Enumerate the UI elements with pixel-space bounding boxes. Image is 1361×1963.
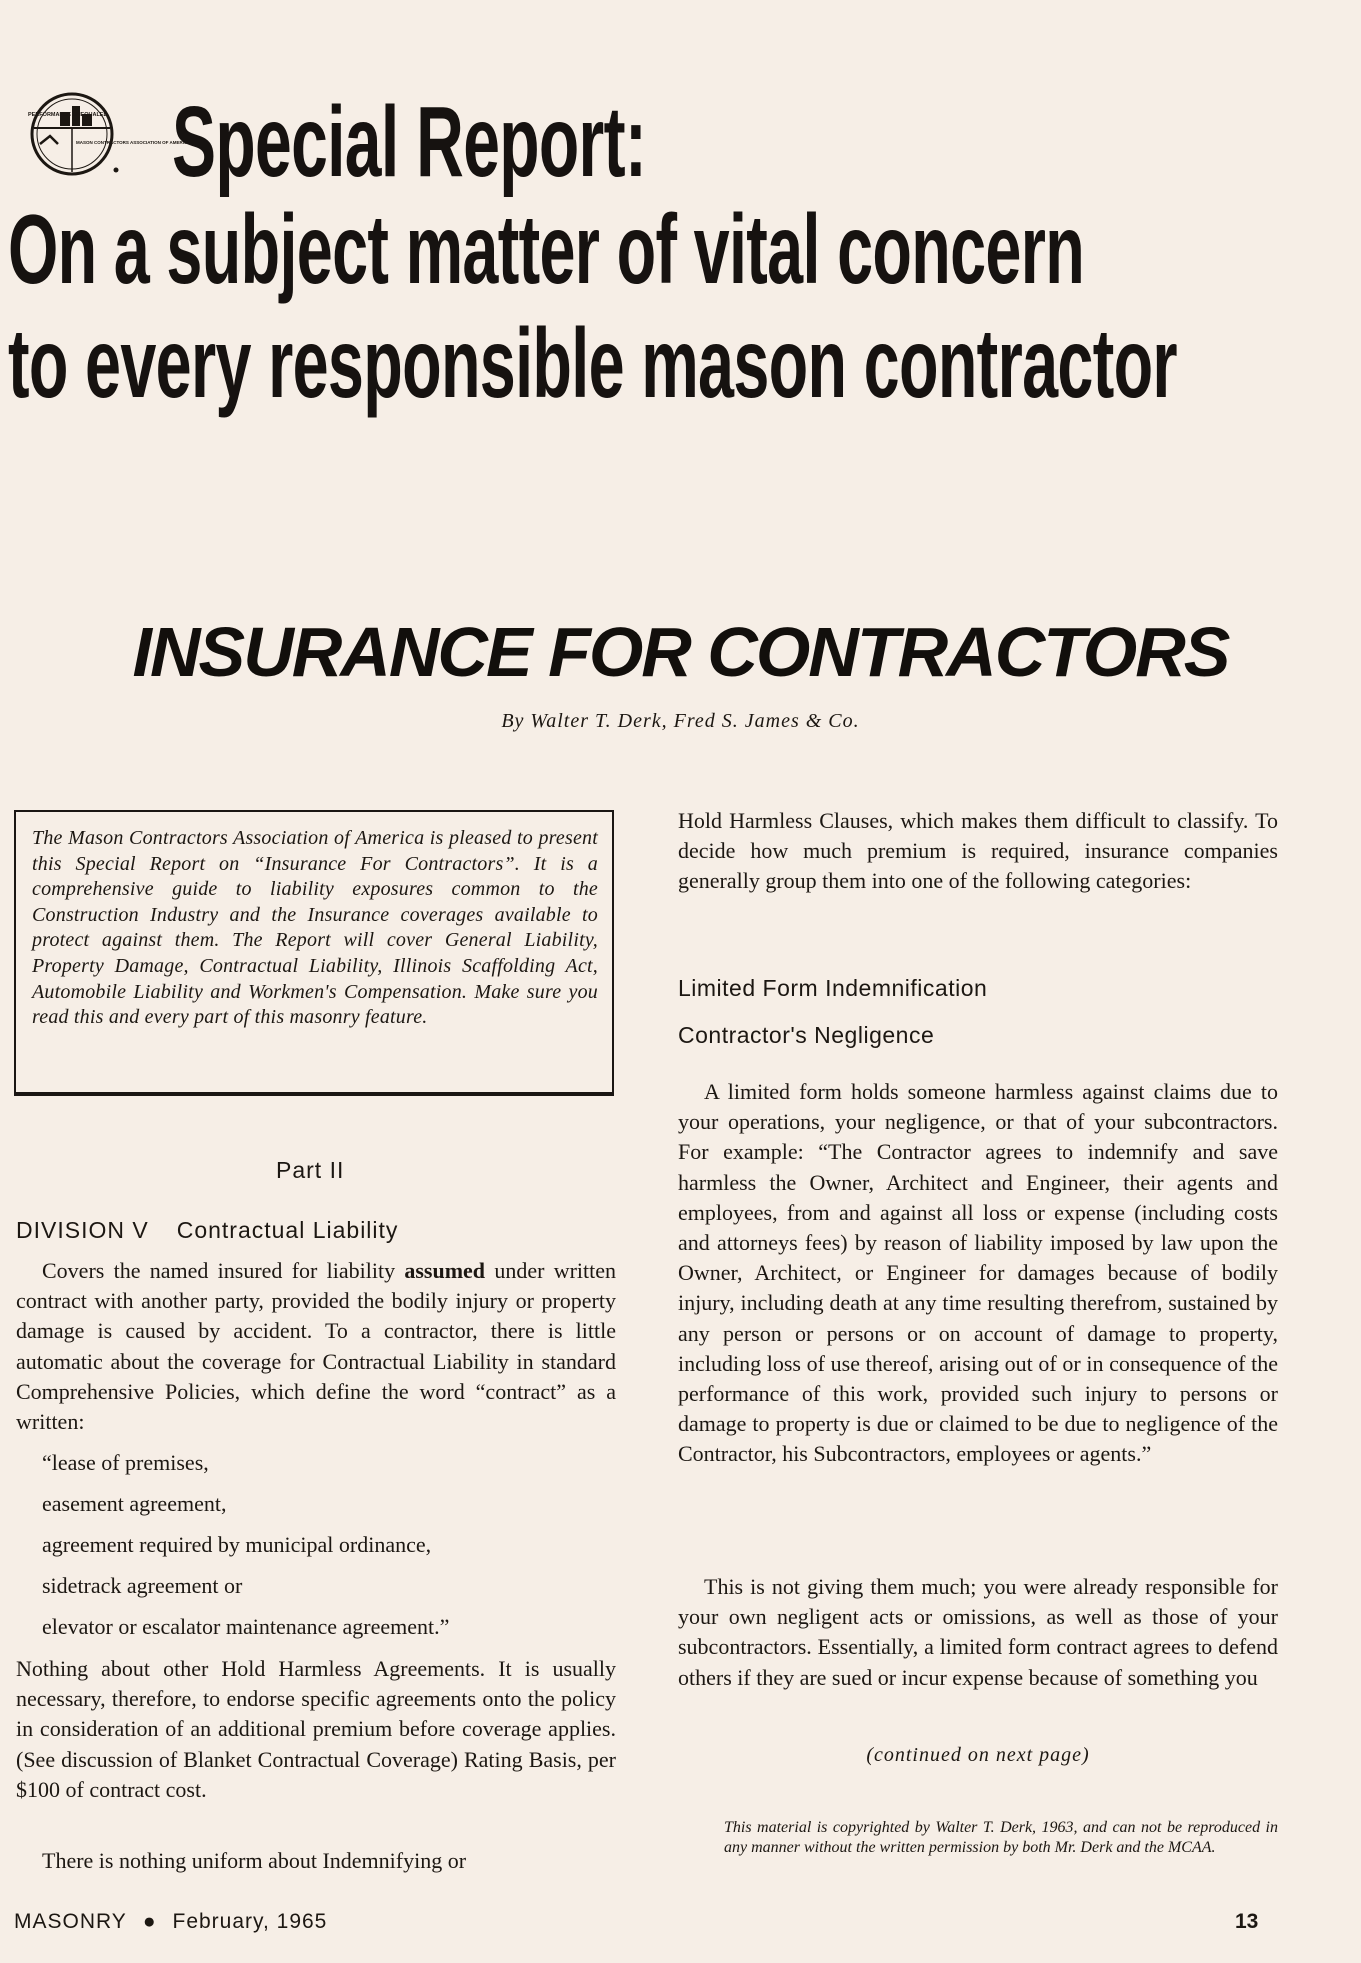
list-item: agreement required by municipal ordinance, [42,1532,432,1557]
left-paragraph-3 [16,1846,616,1876]
footer-date: February, 1965 [172,1910,328,1933]
footer-bullet-icon: ● [142,1910,157,1933]
intro-box [14,810,614,1096]
logo-text-mcaa: MASON CONTRACTORS ASSOCIATION OF AMERICA [76,140,191,145]
page-number: 13 [1235,1910,1259,1933]
right-p3-text: This is not giving them much; you were already responsible for your own negligent acts or omissions, as well as those of your subcontractors. Essentially, a limited form contract agrees to defend others if they are sued or incur expense because of something you [678,1574,1278,1690]
left-p1-text-a: Covers the named insured for liability [42,1258,405,1283]
left-paragraph-1 [16,1256,616,1437]
footer-publication-name: MASONRY [14,1910,127,1933]
division-heading [16,1217,398,1244]
left-p3-text: There is nothing uniform about Indemnifying or [42,1848,467,1873]
right-paragraph-2 [678,1077,1278,1470]
headline-special-report: Special Report: [172,86,647,198]
list-item: “lease of premises, [42,1450,209,1475]
headline-line-2: On a subject matter of vital concern [8,194,1085,304]
right-p1-text: Hold Harmless Clauses, which makes them difficult to classify. To decide how much premium is required, insurance companies generally group them into one of the following categories: [678,808,1278,894]
logo-text-performance: PERFORMANCE UNEQUALED [28,112,108,118]
left-p1-bold: assumed [404,1258,486,1283]
list-item: easement agreement, [42,1491,227,1516]
right-paragraph-3 [678,1572,1278,1693]
list-item: sidetrack agreement or [42,1573,243,1598]
article-byline: By Walter T. Derk, Fred S. James & Co. [501,710,860,732]
subheading-contractor-negligence: Contractor's Negligence [678,1022,935,1048]
headline-line-3: to every responsible mason contractor [8,308,1177,418]
right-paragraph-1 [678,806,1278,897]
division-number: DIVISION V [16,1217,149,1243]
left-p2-text: Nothing about other Hold Harmless Agreements. It is usually necessary, therefore, to endorse specific agreements onto the policy in consideration of an additional premium before coverage applies. (See discussion of Blanket Contractual Coverage) Rating Basis, per $100 of contract cost. [16,1656,616,1802]
right-p2-text: A limited form holds someone harmless against claims due to your operations, your negligence, or that of your subcontractors. For example: “The Contractor agrees to indemnify and save harmless the Owner, Architect and Engineer, their agents and employees, from and against all loss or expense (including costs and attorneys fees) by reason of liability imposed by law upon the Owner, Architect, or Engineer for damages because of bodily injury, including death at any time resulting therefrom, sustained by any person or persons or on account of damage to property, including loss of use thereof, arising out of or in consequence of the performance of this work, provided such injury to persons or damage to property is due or claimed to be due to negligence of the Contractor, his Subcontractors, employees or agents.” [678,1079,1278,1467]
intro-text: The Mason Contractors Association of America is pleased to present this Special Report on “Insurance For Contractors”. It is a comprehensive guide to liability exposures common to the Construction Industry and the Insurance coverages available to protect against them. The Report will cover General Liability, Property Damage, Contractual Liability, Illinois Scaffolding Act, Automobile Liability and Workmen's Compensation. Make sure you read this and every part of this masonry feature. [32,827,598,1029]
list-item: elevator or escalator maintenance agreement.” [42,1614,450,1639]
left-p1-text-b: under written contract with another party, provided the bodily injury or property damage is caused by accident. To a contractor, there is little automatic about the coverage for Contractual Liability in standard Comprehensive Policies, which define the word “contract” as a written: [16,1258,617,1435]
left-paragraph-2 [16,1654,616,1805]
part-label: Part II [276,1157,345,1183]
continued-note: (continued on next page) [866,1744,1090,1766]
footer-publication [14,1910,327,1934]
mcaa-logo-icon [26,86,191,182]
copyright-note: This material is copyrighted by Walter T. Derk, 1963, and can not be reproduced in any manner without the written permission by both Mr. Derk and the MCAA. [724,1819,1278,1856]
article-title: INSURANCE FOR CONTRACTORS [132,613,1229,691]
division-title: Contractual Liability [176,1217,399,1243]
subheading-limited-form: Limited Form Indemnification [678,975,988,1001]
mcaa-logo [26,86,191,182]
